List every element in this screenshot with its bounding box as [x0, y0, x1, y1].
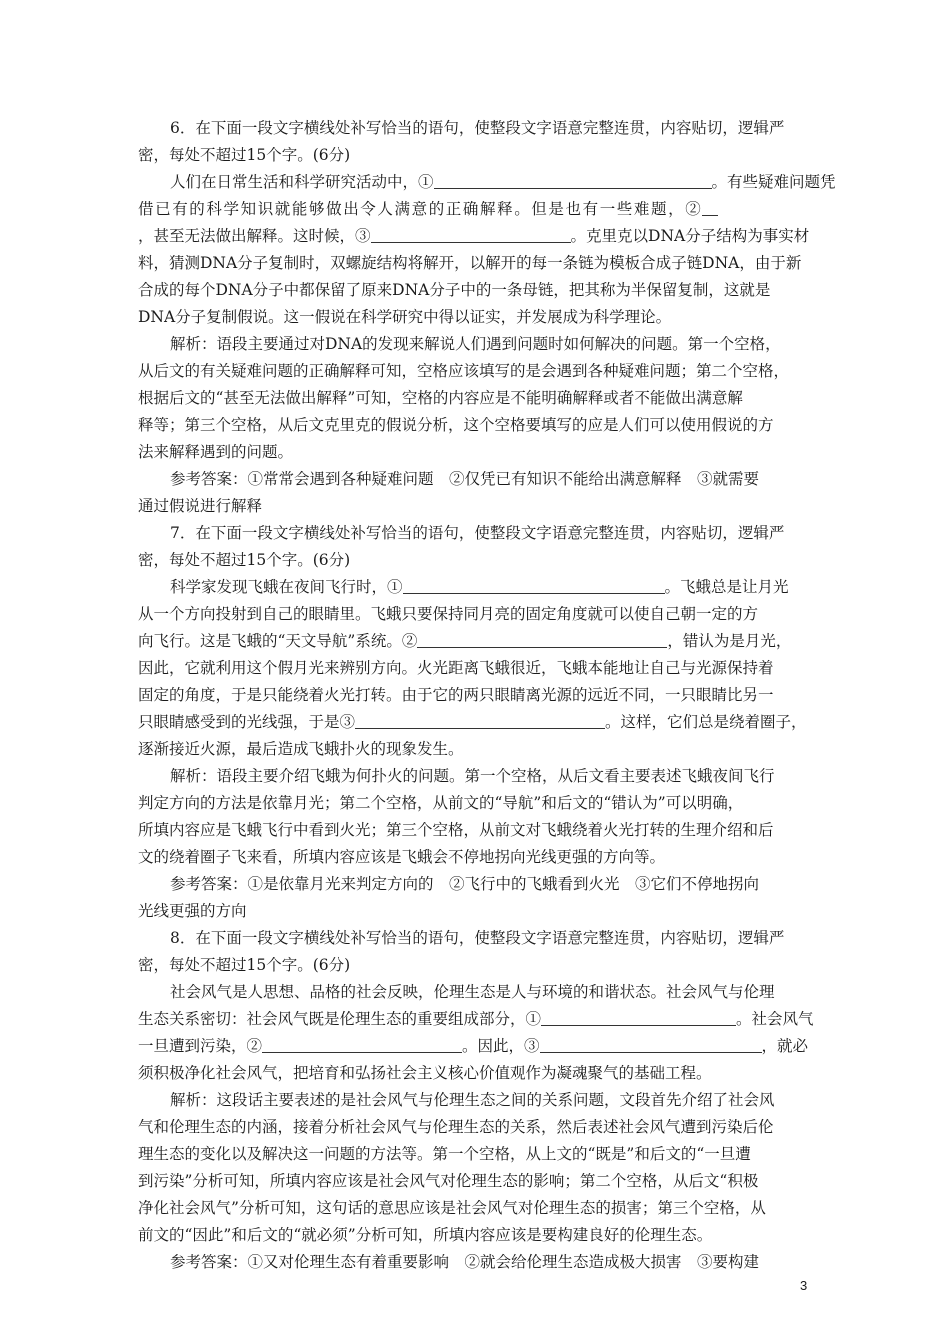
q6-passage-line3: [138, 226, 818, 248]
q6-blank-2[interactable]: [702, 199, 718, 216]
q6-passage-line4: 料，猜测DNA分子复制时，双螺旋结构将解开，以解开的每一条链为模板合成子链DNA，由于新: [138, 254, 802, 272]
q6-blank-1[interactable]: [434, 172, 712, 189]
q7-passage-text: ，错认为是月光，: [667, 632, 792, 650]
q7-passage-line3: [138, 631, 818, 653]
q6-passage-text: 。克里克以DNA分子结构为事实材: [570, 227, 810, 245]
q6-passage-text: 人们在日常生活和科学研究活动中，①: [170, 173, 434, 191]
q7-blank-3[interactable]: [355, 712, 605, 729]
q6-passage-line2: [138, 199, 818, 221]
q8-analysis-line3: 理生态的变化以及解决这一问题的方法等。第一个空格，从上文的“既是”和后文的“一旦遭: [138, 1145, 751, 1163]
q7-passage-line1: [170, 577, 818, 599]
q8-answer-line1: 参考答案：①又对伦理生态有着重要影响 ②就会给伦理生态造成极大损害 ③要构建: [170, 1253, 760, 1271]
q8-analysis-line5: 净化社会风气”分析可知，这句话的意思应该是社会风气对伦理生态的损害；第三个空格，从: [138, 1199, 766, 1217]
q6-prompt-line1: 6．在下面一段文字横线处补写恰当的语句，使整段文字语意完整连贯，内容贴切，逻辑严: [170, 119, 785, 137]
q8-passage-text: 。社会风气: [736, 1010, 814, 1028]
q7-prompt-line1: 7．在下面一段文字横线处补写恰当的语句，使整段文字语意完整连贯，内容贴切，逻辑严: [170, 524, 785, 542]
q6-analysis-line4: 释等；第三个空格，从后文克里克的假说分析，这个空格要填写的应是人们可以使用假说的方: [138, 416, 774, 434]
q6-passage-line5: 合成的每个DNA分子中都保留了原来DNA分子中的一条母链，把其称为半保留复制，这就是: [138, 281, 771, 299]
page-number: 3: [800, 1278, 808, 1293]
q8-passage-line2: [138, 1009, 818, 1031]
q7-analysis-line4: 文的绕着圈子飞来看，所填内容应该是飞蛾会不停地拐向光线更强的方向等。: [138, 848, 666, 866]
q7-passage-text: 只眼睛感受到的光线强，于是③: [138, 713, 356, 731]
q7-passage-line2: 从一个方向投射到自己的眼睛里。飞蛾只要保持同月亮的固定角度就可以使自己朝一定的方: [138, 605, 759, 623]
q8-analysis-line1: 解析：这段话主要表述的是社会风气与伦理生态之间的关系问题，文段首先介绍了社会风: [170, 1091, 775, 1109]
q7-analysis-line2: 判定方向的方法是依靠月光；第二个空格，从前文的“导航”和后文的“错认为”可以明确，: [138, 794, 744, 812]
q7-passage-text: 。飞蛾总是让月光: [664, 578, 789, 596]
q6-prompt-line2: 密，每处不超过15个字。(6分): [138, 146, 351, 164]
q8-prompt-line1: 8．在下面一段文字横线处补写恰当的语句，使整段文字语意完整连贯，内容贴切，逻辑严: [170, 929, 785, 947]
q8-passage-text: 生态关系密切：社会风气既是伦理生态的重要组成部分，①: [138, 1010, 542, 1028]
q8-prompt-line2: 密，每处不超过15个字。(6分): [138, 956, 351, 974]
q6-passage-text: ，甚至无法做出解释。这时候，③: [138, 227, 371, 245]
q8-blank-2[interactable]: [262, 1036, 462, 1053]
q7-passage-line7: 逐渐接近火源，最后造成飞蛾扑火的现象发生。: [138, 740, 464, 758]
q8-analysis-line2: 气和伦理生态的内涵，接着分析社会风气与伦理生态的关系，然后表述社会风气遭到污染后伦: [138, 1118, 774, 1136]
q8-passage-text: ，就必: [761, 1037, 809, 1055]
q7-passage-line6: [138, 712, 818, 734]
q6-passage-line6: DNA分子复制假说。这一假说在科学研究中得以证实，并发展成为科学理论。: [138, 308, 672, 326]
q6-analysis-line1: 解析：语段主要通过对DNA的发现来解说人们遇到问题时如何解决的问题。第一个空格，: [170, 335, 781, 353]
q7-analysis-line3: 所填内容应是飞蛾飞行中看到火光；第三个空格，从前文对飞蛾绕着火光打转的生理介绍和后: [138, 821, 774, 839]
q7-prompt-line2: 密，每处不超过15个字。(6分): [138, 551, 351, 569]
q6-passage-text: 借已有的科学知识就能够做出令人满意的正确解释。但是也有一些难题，②: [138, 200, 703, 218]
q8-passage-line3: [138, 1036, 818, 1058]
q7-answer-line2: 光线更强的方向: [138, 902, 247, 920]
q7-blank-1[interactable]: [403, 577, 665, 594]
q7-answer-line1: 参考答案：①是依靠月光来判定方向的 ②飞行中的飞蛾看到火光 ③它们不停地拐向: [170, 875, 760, 893]
q6-answer-line2: 通过假说进行解释: [138, 497, 263, 515]
q7-passage-line5: 固定的角度，于是只能绕着火光打转。由于它的两只眼睛离光源的远近不同，一只眼睛比另一: [138, 686, 774, 704]
q7-analysis-line1: 解析：语段主要介绍飞蛾为何扑火的问题。第一个空格，从后文看主要表述飞蛾夜间飞行: [170, 767, 775, 785]
q8-passage-line1: 社会风气是人思想、品格的社会反映，伦理生态是人与环境的和谐状态。社会风气与伦理: [170, 983, 775, 1001]
q8-passage-line4: 须积极净化社会风气，把培育和弘扬社会主义核心价值观作为凝魂聚气的基础工程。: [138, 1064, 712, 1082]
q6-analysis-line2: 从后文的有关疑难问题的正确解释可知，空格应该填写的是会遇到各种疑难问题；第二个空格，: [138, 362, 790, 380]
q7-blank-2[interactable]: [417, 631, 667, 648]
q7-passage-line4: 因此，它就利用这个假月光来辨别方向。火光距离飞蛾很近，飞蛾本能地让自己与光源保持着: [138, 659, 774, 677]
q6-answer-line1: 参考答案：①常常会遇到各种疑难问题 ②仅凭已有知识不能给出满意解释 ③就需要: [170, 470, 760, 488]
q7-passage-text: 。这样，它们总是绕着圈子，: [605, 713, 807, 731]
q8-passage-text: 一旦遭到污染，②: [138, 1037, 263, 1055]
q6-analysis-line3: 根据后文的“甚至无法做出解释”可知，空格的内容应是不能明确解释或者不能做出满意解: [138, 389, 743, 407]
q7-passage-text: 向飞行。这是飞蛾的“天文导航”系统。②: [138, 632, 418, 650]
q8-blank-3[interactable]: [540, 1036, 762, 1053]
q6-blank-3[interactable]: [371, 226, 571, 243]
q8-analysis-line6: 前文的“因此”和后文的“就必须”分析可知，所填内容应该是要构建良好的伦理生态。: [138, 1226, 713, 1244]
q7-passage-text: 科学家发现飞蛾在夜间飞行时，①: [170, 578, 403, 596]
q8-blank-1[interactable]: [541, 1009, 736, 1026]
q6-passage-text: 。有些疑难问题凭: [711, 173, 836, 191]
q6-passage-line1: [170, 172, 836, 194]
q8-analysis-line4: 到污染”分析可知，所填内容应该是社会风气对伦理生态的影响；第二个空格，从后文“积极: [138, 1172, 759, 1190]
q8-passage-text: 。因此，③: [462, 1037, 540, 1055]
q6-analysis-line5: 法来解释遇到的问题。: [138, 443, 294, 461]
